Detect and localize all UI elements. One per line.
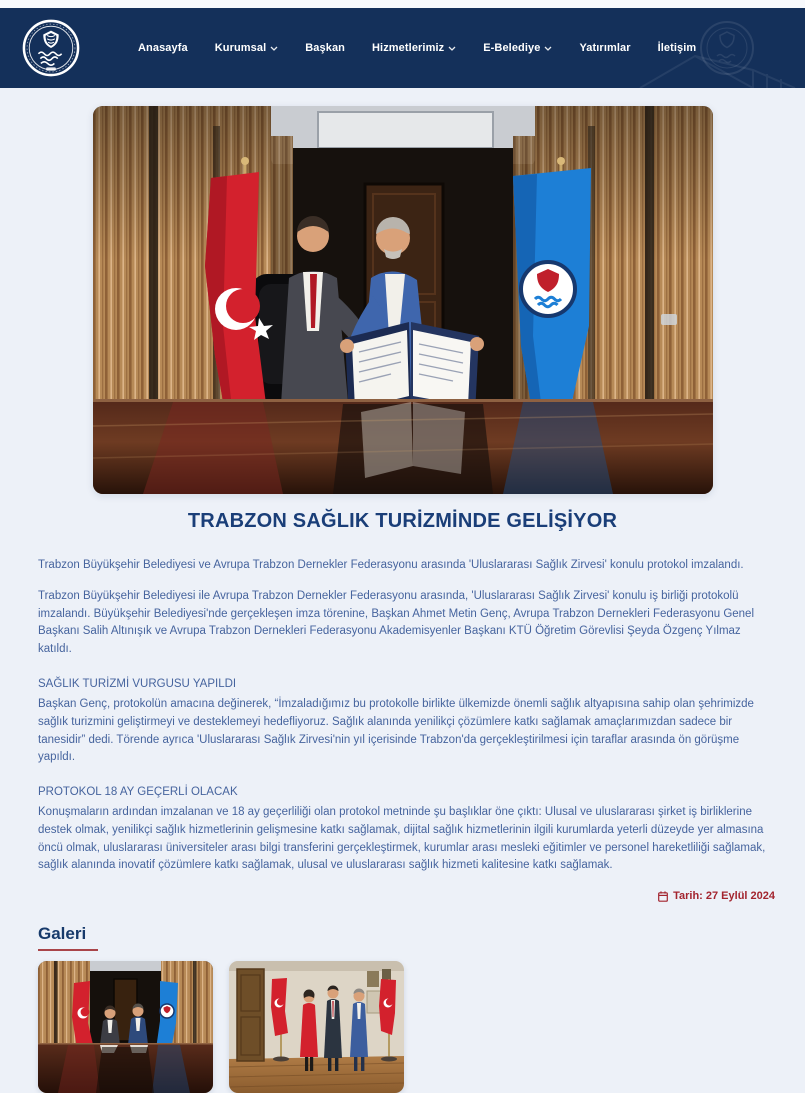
nav-anasayfa[interactable]: Anasayfa xyxy=(138,42,188,54)
section-heading-2: PROTOKOL 18 AY GEÇERLİ OLACAK xyxy=(38,786,238,799)
nav-baskan[interactable]: Başkan xyxy=(305,42,345,54)
article-lead: Trabzon Büyükşehir Belediyesi ile Avrupa Trabzon Dernekler Federasyonu arasında, 'Uluslararası Sağlık Zirvesi' konulu iş birliği protokolü imzalandı. Büyükşehir Belediyesi'nde gerçekleşen imza törenine, Başkan Ahmet Metin Genç, Avrupa Trabzon Dernekleri Federasyonu Genel Başkanı Salih Altınışık ve Avrupa Trabzon Dernekleri Federasyonu Akademisyenler Başkanı KTÜ Öğretim Görevlisi Şeyda Özgenç Yılmaz katıldı. xyxy=(38,589,755,656)
section-heading-1: SAĞLIK TURİZMİ VURGUSU YAPILDI xyxy=(38,678,237,691)
nav-ebelediye[interactable]: E-Belediye xyxy=(483,42,552,54)
site-header xyxy=(0,8,805,88)
nav-hizmetlerimiz[interactable]: Hizmetlerimiz xyxy=(372,42,456,54)
calendar-icon xyxy=(658,891,668,902)
gallery-item-group-photo[interactable] xyxy=(229,961,404,1093)
nav-yatirimlar[interactable]: Yatırımlar xyxy=(579,42,631,54)
section-body-1: Başkan Genç, protokolün amacına değinerek, “İmzaladığımız bu protokolle birlikte ülkemizde önemli sağlık altyapısına sahip olan şehrimizde sağlık turizmini geliştirmeyi ve desteklemeyi hedefliyoruz. Sağlık alanında yenilikçi çözümlere katkı sağlamak amaçlarımızdan sadece bir tanesidir” dedi. Törende ayrıca 'Uluslararası Sağlık Zirvesi'nin yıl içerisinde Trabzon'da gerçekleştirilmesi için taraflar arasında ön görüşme yapıldı. xyxy=(38,697,754,764)
main-nav xyxy=(138,42,696,54)
top-strip xyxy=(0,0,805,8)
nav-kurumsal[interactable]: Kurumsal xyxy=(215,42,279,54)
section-body-2: Konuşmaların ardından imzalanan ve 18 ay geçerliliği olan protokol metninde şu başlıklar öne çıktı: Ulusal ve uluslararası şirket iş birliklerine destek olmak, yenilikçi sağlık hizmetlerinin gelişmesine katkı sağlamak, dijital sağlık hizmetlerinin ilgili kurumlarda yeterli düzeyde yer almasına öncü olmak, uluslararası üniversiteler arası bilgi transferini gerçekleştirmek, kurumlar arası mesleki eğitimler ve personel hareketliliği sağlamak, sağlık alanında inovatif çözümlere katkı sağlamak, ulusal ve uluslararası sağlık hizmeti kalitesine katkı sağlamak. xyxy=(38,805,766,872)
municipality-logo[interactable] xyxy=(22,19,80,77)
article-hero-photo xyxy=(93,106,713,494)
chevron-down-icon xyxy=(544,46,552,51)
article-main xyxy=(0,106,805,1093)
article-body xyxy=(0,533,805,875)
gallery-item-signing-photo[interactable] xyxy=(38,961,213,1093)
gallery-row xyxy=(38,961,805,1093)
chevron-down-icon xyxy=(270,46,278,51)
gallery-heading: Galeri xyxy=(38,924,98,951)
article-intro: Trabzon Büyükşehir Belediyesi ve Avrupa Trabzon Dernekler Federasyonu arasında 'Uluslararası Sağlık Zirvesi' konulu protokol imzalandı. xyxy=(38,559,744,571)
page-title: TRABZON SAĞLIK TURİZMİNDE GELİŞİYOR xyxy=(187,510,618,532)
publish-date-label: Tarih: 27 Eylül 2024 xyxy=(673,890,775,903)
nav-iletisim[interactable]: İletişim xyxy=(657,42,697,54)
chevron-down-icon xyxy=(448,46,456,51)
publish-date xyxy=(0,888,805,902)
